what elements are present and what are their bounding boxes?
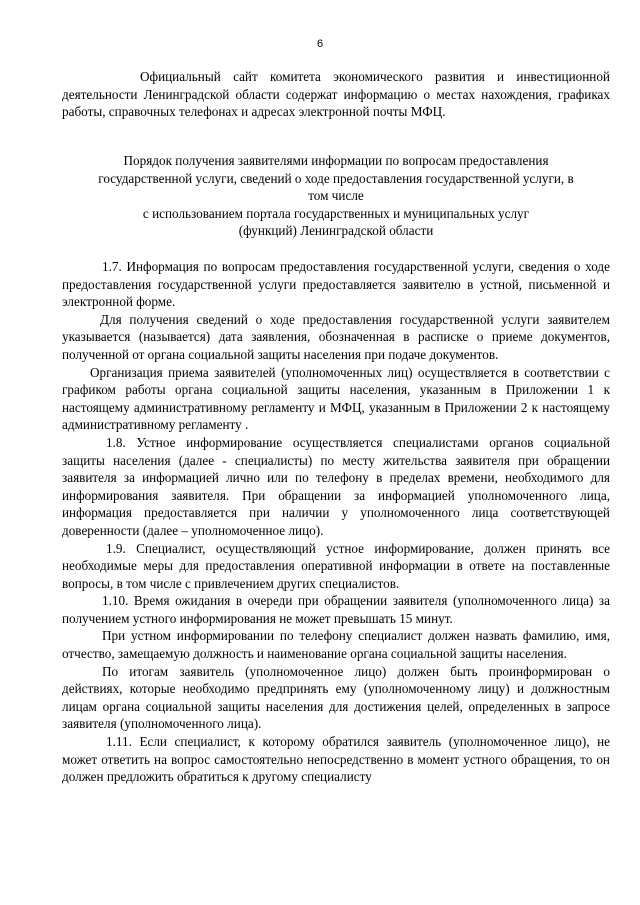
paragraph-result: По итогам заявитель (уполномоченное лицо) должен быть проинформирован о действиях, которые необходимо предпринять ему (уполномоченному лицу) и должностным лицам органа социальной защиты населения для достижения целей, определенных в запросе заявителя (уполномоченного лица). <box>62 663 610 732</box>
paragraph-organization: Организация приема заявителей (уполномоченных лиц) осуществляется в соответствии с графиком работы органа социальной защиты населения, указанным в Приложении 1 к настоящему административному регламенту и МФЦ, указанным в Приложении 2 к настоящему административному регламенту . <box>62 364 610 433</box>
paragraph-1-9: 1.9. Специалист, осуществляющий устное информирование, должен принять все необходимые меры для предоставления оперативной информации в ответе на поставленные вопросы, в том числе с привлечением других специалистов. <box>62 540 610 591</box>
intro-paragraph: Официальный сайт комитета экономического развития и инвестиционной деятельности Ленинградской области содержат информацию о местах нахождения, графиках работы, справочных телефонах и адресах электронной почты МФЦ. <box>62 69 610 120</box>
paragraph-receipt: Для получения сведений о ходе предоставления государственной услуги заявителем указывается (называется) дата заявления, обозначенная в расписке о приеме документов, полученной от органа социальной защиты населения при подаче документов. <box>62 311 610 362</box>
paragraph-phone: При устном информировании по телефону специалист должен назвать фамилию, имя, отчество, замещаемую должность и наименование органа социальной защиты населения. <box>62 628 610 662</box>
heading-line-4: с использованием портала государственных и муниципальных услуг <box>142 205 530 221</box>
section-body <box>62 258 610 786</box>
paragraph-1-10: 1.10. Время ожидания в очереди при обращении заявителя (уполномоченного лица) за получением устного информирования не может превышать 15 минут. <box>62 593 610 626</box>
paragraph-1-8: 1.8. Устное информирование осуществляется специалистами органов социальной защиты населения (далее - специалисты) по месту жительства заявителя при обращении заявителя за информацией лично или по телефону в пределах времени, необходимого для информирования заявителя. При обращении за информацией уполномоченного лица, информация предоставляется при наличии у уполномоченного лица соответствующей доверенности (далее – уполномоченное лицо). <box>62 434 610 538</box>
paragraph-1-11: 1.11. Если специалист, к которому обратился заявитель (уполномоченное лицо), не может ответить на вопрос самостоятельно непосредственно в момент устного обращения, то он должен предложить обратиться к другому специалисту <box>62 734 610 785</box>
heading-line-2: государственной услуги, сведений о ходе предоставления государственной услуги, в <box>98 170 574 186</box>
heading-line-1: Порядок получения заявителями информации по вопросам предоставления <box>123 153 549 168</box>
heading-line-3: том числе <box>308 188 364 204</box>
paragraph-1-7: 1.7. Информация по вопросам предоставления государственной услуги, сведения о ходе предоставления государственной услуги предоставляется заявителю в устной, письменной и электронной форме. <box>62 259 610 310</box>
heading-line-5: (функций) Ленинградской области <box>238 223 434 239</box>
page-number: 6 <box>316 38 324 50</box>
section-heading <box>62 152 610 240</box>
